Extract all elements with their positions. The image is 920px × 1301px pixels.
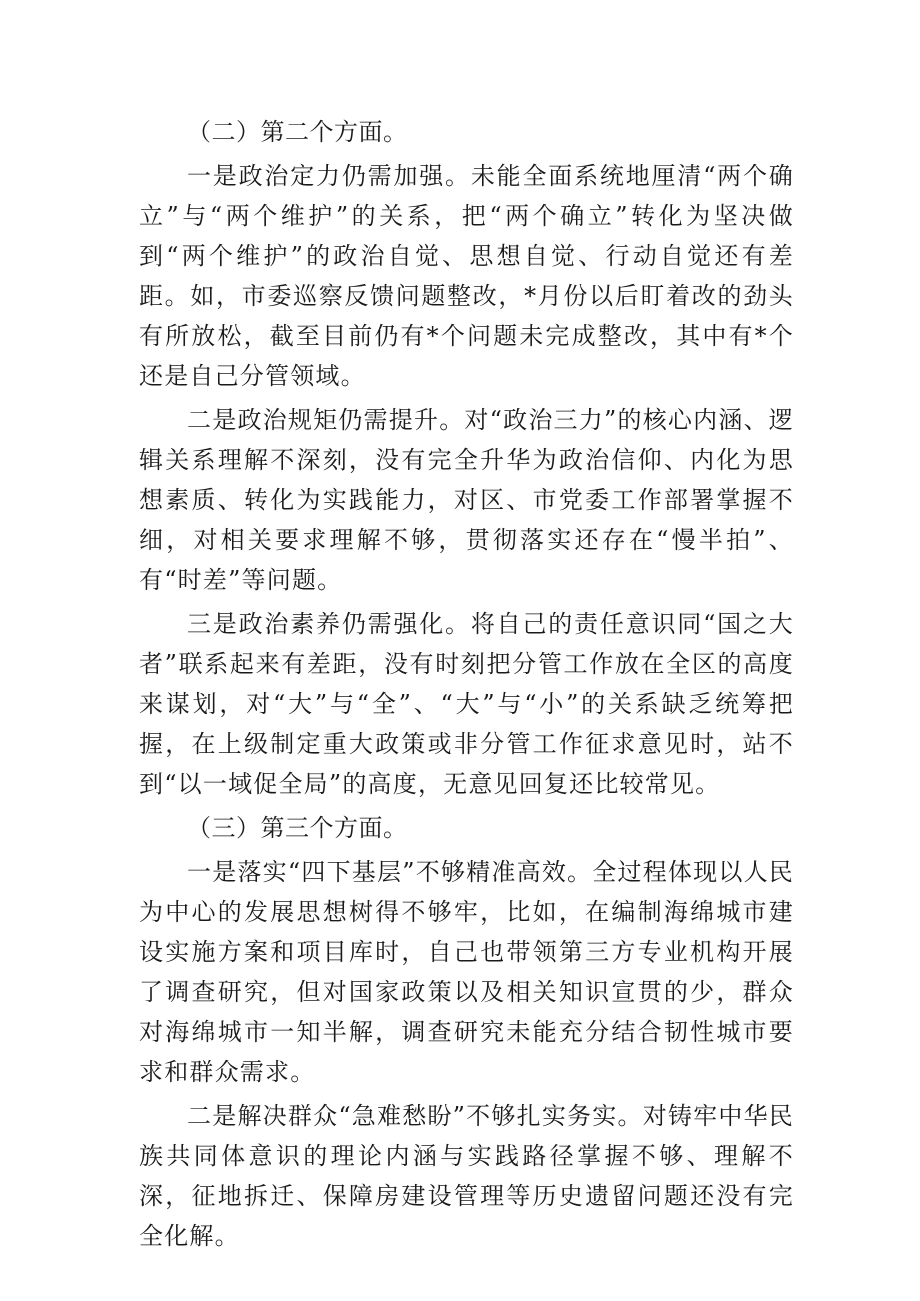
paragraph-grassroots: 一是落实“四下基层”不够精准高效。全过程体现以人民为中心的发展思想树得不够牢，比如，在编制海绵城市建设实施方案和项目库时，自己也带领第三方专业机构开展了调查研究，但对国家政策以及相关知识宣贯的少，群众对海绵城市一知半解，调查研究未能充分结合韧性城市要求和群众需求。: [139, 858, 794, 1086]
section-heading-2: （二）第二个方面。: [187, 118, 408, 146]
section-heading-3: （三）第三个方面。: [187, 814, 408, 842]
paragraph-public-concerns: 二是解决群众“急难愁盼”不够扎实务实。对铸牢中华民族共同体意识的理论内涵与实践路径掌握不够、理解不深，征地拆迁、保障房建设管理等历史遗留问题还没有完全化解。: [139, 1102, 794, 1250]
paragraph-political-rules: 二是政治规矩仍需提升。对“政治三力”的核心内涵、逻辑关系理解不深刻，没有完全升华为政治信仰、内化为思想素质、转化为实践能力，对区、市党委工作部署掌握不细，对相关要求理解不够，贯彻落实还存在“慢半拍”、有“时差”等问题。: [139, 406, 794, 594]
paragraph-political-stability: 一是政治定力仍需加强。未能全面系统地厘清“两个确立”与“两个维护”的关系，把“两个确立”转化为坚决做到“两个维护”的政治自觉、思想自觉、行动自觉还有差距。如，市委巡察反馈问题整改，*月份以后盯着改的劲头有所放松，截至目前仍有*个问题未完成整改，其中有*个还是自己分管领域。: [139, 162, 794, 390]
document-body: [139, 112, 794, 1256]
paragraph-political-literacy: 三是政治素养仍需强化。将自己的责任意识同“国之大者”联系起来有差距，没有时刻把分管工作放在全区的高度来谋划，对“大”与“全”、“大”与“小”的关系缺乏统筹把握，在上级制定重大政策或非分管工作征求意见时，站不到“以一域促全局”的高度，无意见回复还比较常见。: [139, 610, 794, 798]
